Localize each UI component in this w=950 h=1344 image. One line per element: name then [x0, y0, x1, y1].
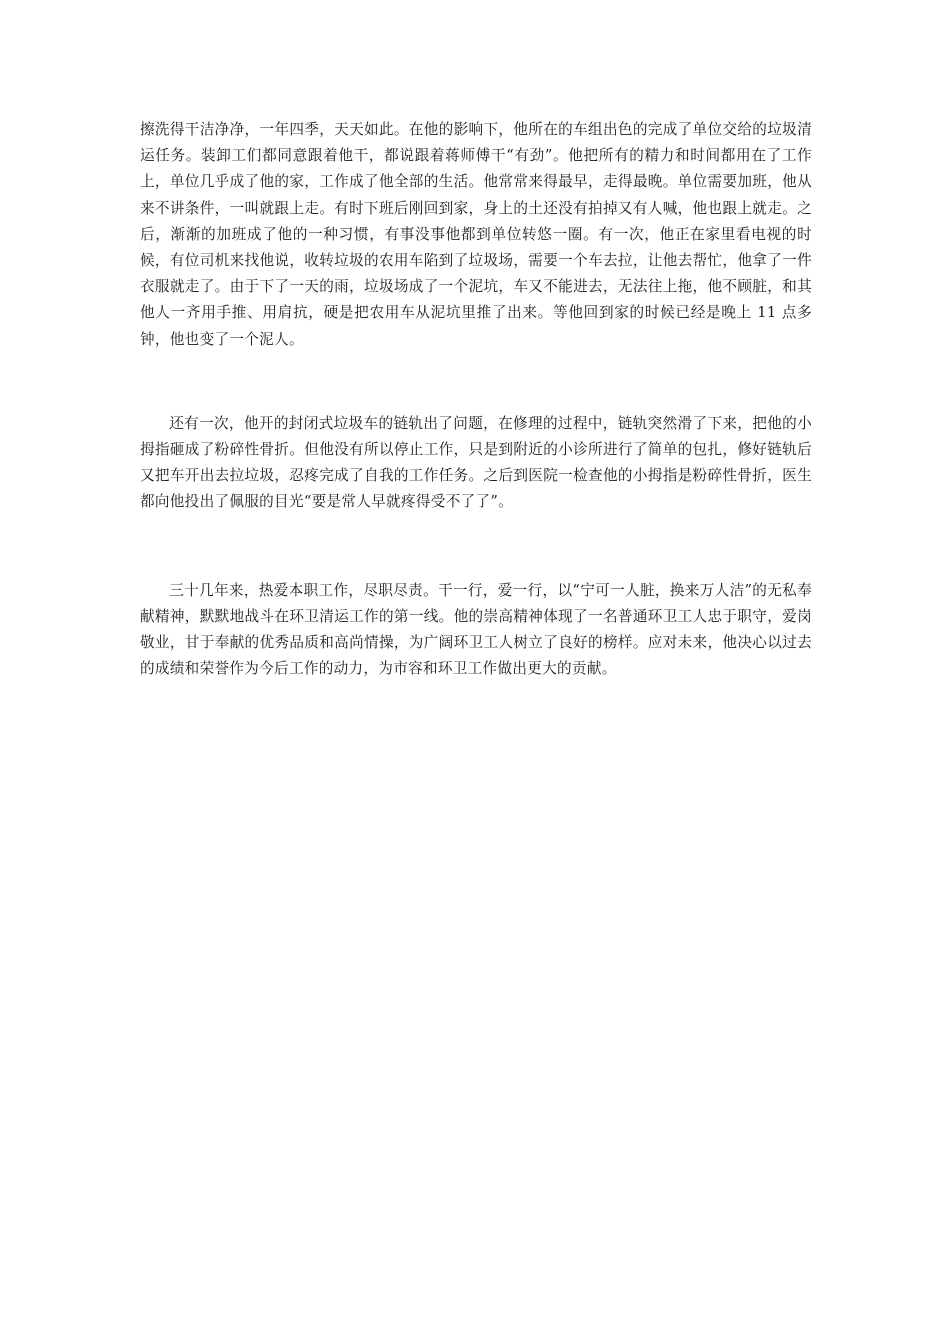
paragraph-1: 擦洗得干洁净净，一年四季，天天如此。在他的影响下，他所在的车组出色的完成了单位交给的垃圾清运任务。装卸工们都同意跟着他干，都说跟着蒋师傅干“有劲”。他把所有的精力和时间都用在了工作上，单位几乎成了他的家，工作成了他全部的生活。他常常来得最早，走得最晚。单位需要加班，他从来不讲条件，一叫就跟上走。有时下班后刚回到家，身上的土还没有拍掉又有人喊，他也跟上就走。之后，渐渐的加班成了他的一种习惯，有事没事他都到单位转悠一圈。有一次，他正在家里看电视的时候，有位司机来找他说，收转垃圾的农用车陷到了垃圾场，需要一个车去拉，让他去帮忙，他拿了一件衣服就走了。由于下了一天的雨，垃圾场成了一个泥坑，车又不能进去，无法往上拖，他不顾脏，和其他人一齐用手推、用肩抗，硬是把农用车从泥坑里推了出来。等他回到家的时候已经是晚上 11 点多钟，他也变了一个泥人。: [140, 121, 812, 348]
paragraph-spacer: [140, 353, 812, 411]
paragraph-2: 还有一次，他开的封闭式垃圾车的链轨出了问题，在修理的过程中，链轨突然滑了下来，把他的小拇指砸成了粉碎性骨折。但他没有所以停止工作，只是到附近的小诊所进行了简单的包扎，修好链轨后又把车开出去拉垃圾，忍疼完成了自我的工作任务。之后到医院一检查他的小拇指是粉碎性骨折，医生都向他投出了佩服的目光“要是常人早就疼得受不了了”。: [140, 414, 812, 511]
document-body: [140, 117, 812, 682]
paragraph-spacer: [140, 516, 812, 578]
paragraph-3: 三十几年来，热爱本职工作，尽职尽责。干一行，爱一行，以“宁可一人脏，换来万人洁”的无私奉献精神，默默地战斗在环卫清运工作的第一线。他的崇高精神体现了一名普通环卫工人忠于职守，爱岗敬业，甘于奉献的优秀品质和高尚情操，为广阔环卫工人树立了良好的榜样。应对未来，他决心以过去的成绩和荣誉作为今后工作的动力，为市容和环卫工作做出更大的贡献。: [140, 581, 812, 678]
